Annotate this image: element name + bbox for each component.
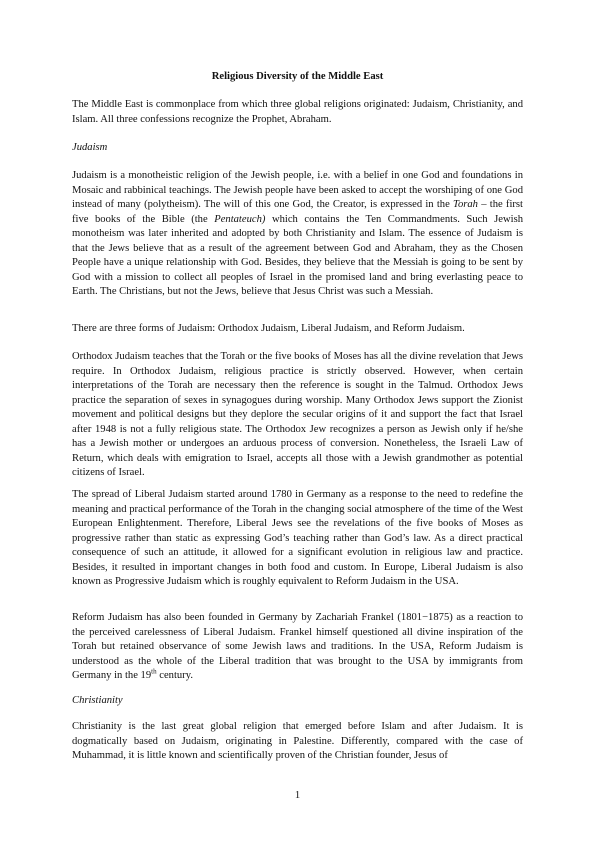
judaism-p1-text-c: which contains the Ten Commandments. Such Jewish monotheism was later inherited and adopted by both Christianity and Islam. The essence of Judaism is that the Jews believe that as a result of the agreement between God and Abraham, they as the Chosen People have a unique relationship with God. Besides, they believe that the Messiah is going to be sent by God with a mission to collect all peoples of Israel in the promised land and bring everlasting peace to Earth. The Christians, but not the Jews, believe that Jesus Christ was such a Messiah. <box>72 213 523 297</box>
intro-paragraph: The Middle East is commonplace from which three global religions originated: Judaism, Christianity, and Islam. All three confessions recognize the Prophet, Abraham. <box>72 99 523 125</box>
page-number: 1 <box>294 790 301 801</box>
pentateuch-term: Pentateuch) <box>214 213 266 225</box>
judaism-paragraph-3: Orthodox Judaism teaches that the Torah or the five books of Moses has all the divine revelation that Jews require. In Orthodox Judaism, religious practice is strictly observed. However, when certain interpretations of the Torah are necessary then the reference is sought in the Talmud. Orthodox Jews practice the separation of sexes in synagogues during worship. Many Orthodox Jews support the Zionist movement and political designs but they deplore the secular origins of it and support the fact that Israel after 1948 is not a fully religious state. The Orthodox Jew recognizes a person as Jewish only if he/she has a Jewish mother or undergoes an arduous process of conversion. Nonetheless, the Israeli Law of Return, which deals with emigration to Israel, accepts all those with a Jewish grandmother as potential citizens of Israel. <box>72 351 523 478</box>
section-heading-christianity: Christianity <box>72 695 123 706</box>
section-heading-judaism: Judaism <box>72 142 108 153</box>
judaism-p5-text-b: century. <box>156 670 193 681</box>
judaism-paragraph-1 <box>72 169 523 300</box>
christianity-paragraph-1: Christianity is the last great global religion that emerged before Islam and after Judaism. It is dogmatically based on Judaism, originating in Palestine. Differently, compared with the case of Muhammad, it is little known and scientifically proven of the Christian founder, Jesus of <box>72 721 523 761</box>
judaism-p1-text-a: Judaism is a monotheistic religion of the Jewish people, i.e. with a belief in one God and foundations in Mosaic and rabbinical teachings. The Jewish people have been asked to accept the worshiping of one God instead of many (polytheism). The will of this one God, the Creator, is expressed in the <box>72 170 523 210</box>
judaism-p1-text-b: – the first five books of the Bible (the <box>72 199 523 225</box>
torah-term: Torah <box>453 199 478 210</box>
judaism-paragraph-2: There are three forms of Judaism: Orthodox Judaism, Liberal Judaism, and Reform Judaism. <box>72 323 465 334</box>
judaism-paragraph-4: The spread of Liberal Judaism started around 1780 in Germany as a response to the need to redefine the meaning and practical performance of the Torah in the changing social atmosphere of the time of the West European Enlightenment. Therefore, Liberal Jews see the revelations of the five books of Moses as progressive rather than static as expressing God’s teaching rather than God’s law. As a direct practical consequence of such an attitude, it allowed for a significant evolution in religious law and practice. Besides, it resulted in important changes in both food and custom. In Europe, Liberal Judaism is also known as Progressive Judaism which is roughly equivalent to Reform Judaism in the USA. <box>72 489 523 587</box>
judaism-p5-text-a: Reform Judaism has also been founded in Germany by Zachariah Frankel (1801−1875) as a reaction to the perceived carelessness of Liberal Judaism. Frankel himself questioned all divine inspiration of the Torah but retained observance of some Jewish laws and traditions. In the USA, Reform Judaism is understood as the whole of the Liberal tradition that was brought to the USA by immigrants from Germany in the 19 <box>72 612 523 681</box>
ordinal-superscript: th <box>151 667 157 676</box>
document-title: Religious Diversity of the Middle East <box>211 71 384 82</box>
judaism-paragraph-5 <box>72 611 523 684</box>
